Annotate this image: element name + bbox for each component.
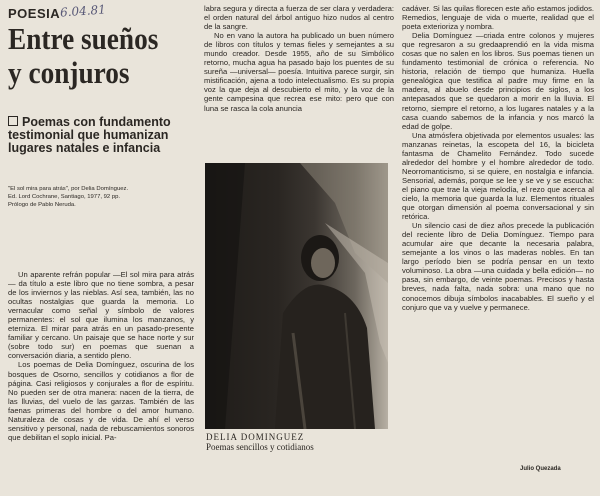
headline — [8, 22, 172, 90]
article-column-1 — [8, 270, 194, 442]
section-label: POESIA — [8, 6, 61, 21]
credits-edition: Ed. Lord Cochrane, Santiago, 1977, 92 pp. — [8, 194, 121, 200]
book-credits — [8, 185, 194, 209]
col2-paragraph: labra segura y directa a fuerza de ser clara y verdadera: el orden natural del árbol antiguo hizo nudos al centro de la sangre. — [204, 4, 394, 32]
col1-paragraph: Los poemas de Delia Domínguez, oscurina de los bosques de Osorno, sencillos y cotidianos a flor de página. Casi religiosos y conjurales a flor de espíritu. No pueden ser de otra manera: nacen de la tierra, de las lluvias, del vuelo de las garzas. También de las faenas primeras del hombre o del amor humano. Naturaleza de cosas y de vida. De ahí el verso sensitivo y personal, nada de rebuscamientos sonoros que debilitan el soplo inicial. Pa- — [8, 360, 194, 442]
headline-line-1: Entre sueños — [8, 21, 159, 56]
portrait-illustration — [205, 163, 388, 429]
headline-line-2: y conjuros — [8, 55, 130, 90]
subheadline — [8, 116, 194, 155]
col3-paragraph: cadáver. Si las quilas florecen este año estamos jodidos. Remedios, lenguaje de vida o muerte, realidad que el poeta exterioriza y nombra. — [402, 4, 594, 32]
credits-prologue: Prólogo de Pablo Neruda. — [8, 202, 76, 208]
col2-paragraph: No en vano la autora ha publicado un buen número de libros con títulos y temas fieles y semejantes a su mundo creador. Desde 1955, año de su Simbólico retorno, mucha agua ha pasado bajo los puentes de su sureña —universal— poesía. Intuitiva parece surgir, sin mistificación, ajena a todo intelectualismo. Es su propia voz la que deja al descubierto el mito, y la voz de la gente campesina que recrea ese mito: pero que con luna se rasca la cola anuncia — [204, 31, 394, 113]
subheadline-text: Poemas con fundamento testimonial que humanizan lugares natales e infancia — [8, 115, 171, 155]
author-photo — [205, 163, 388, 429]
photo-caption-name: DELIA DOMINGUEZ — [206, 432, 305, 442]
col3-paragraph: Delia Domínguez —criada entre colonos y mujeres que regresaron a su gredaaprendió en la vida misma cosas que no salen en los libros. Sus poemas tienen un fundamento testimonial de crónica o referencia. No historia, relación de tiempo que humaniza. Huella genealógica que testifica al padre muy firme en la madera, al abuelo desde principios de siglos, a los antepasados que se quedaron a morir en la lluvia. El retorno, siempre el retorno, a los lugares natales y a la casa cuando sabemos de la infancia y nos marcó la edad de golpe. — [402, 31, 594, 131]
square-bullet-icon — [8, 116, 18, 126]
article-column-3 — [402, 4, 594, 312]
col3-paragraph: Un silencio casi de diez años precede la publicación del reciente libro de Delia Domínguez. Tiempo para acumular aire que decante la necesaria palabra, semejante a los vinos o las maderas nobles. En tan largo período bien se podría pensar en un texto voluminoso. La obra —una cuidada y bella edición— no pasa, sin embargo, de veinte poemas. Precisos y hasta breves, nada falta, nada sobra: una mano que no conocemos dibuja símbolos inacabables. El sueño y el conjuro que va y vuelve y permanece. — [402, 221, 594, 312]
handwritten-date: 6.04.81 — [59, 2, 107, 20]
col3-paragraph: Una atmósfera objetivada por elementos usuales: las manzanas reinetas, la escopeta del 16, la bicicleta fantasma de Chamelito Fernández. Todo sucede alrededor del hombre y el hombre alrededor de todo. Neorromanticismo, si se quiere, en nostalgia e infancia. Sensorial, además, porque se lee y se ve y se escucha: el piano que trae la vieja melodía, el rezo que acerca al cielo, la memoria que guarda la luz. Elementos rituales que otorgan dimensión al poema conversacional y sin retórica. — [402, 130, 594, 222]
author-signature: Julio Quezada — [520, 466, 561, 472]
photo-caption-title: Poemas sencillos y cotidianos — [206, 442, 314, 452]
col1-paragraph: Un aparente refrán popular —El sol mira para atrás— da título a este libro que no tiene sombra, a pesar de los inviernos y las nieblas. Así sea, también, las no ocultas nostalgias que guarda la memoria. Lo vernacular como señal y símbolo de valores permanentes: el sol que ilumina los manzanos, y eterniza. El mirar para atrás en un pasado-presente familiar y cercano. Un paisaje que se hace norte y sur (sobre todo sur) en poemas que suenan a conversación diaria, a sentido pleno. — [8, 270, 194, 361]
article-column-2 — [204, 4, 394, 113]
credits-title: "El sol mira para atrás", por Delia Domínguez. — [8, 186, 129, 192]
